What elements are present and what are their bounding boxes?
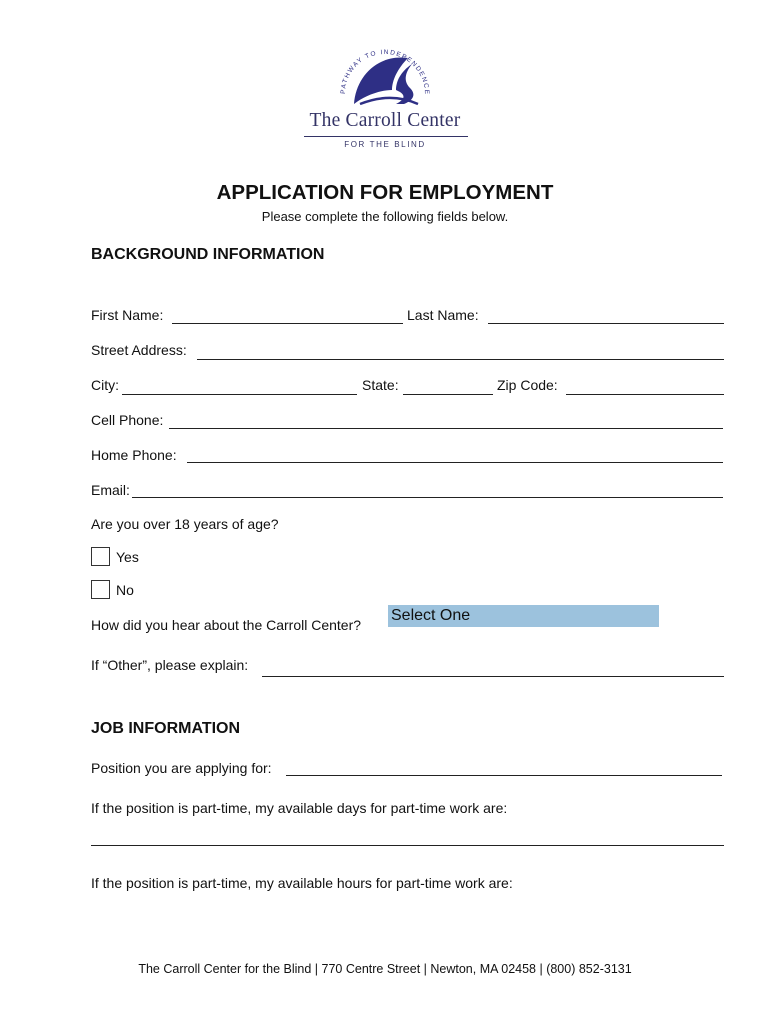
age-question: Are you over 18 years of age? xyxy=(91,516,279,532)
footer-contact: The Carroll Center for the Blind | 770 Centre Street | Newton, MA 02458 | (800) 852-3131 xyxy=(138,962,632,976)
street-address-label: Street Address: xyxy=(91,342,187,358)
first-name-label: First Name: xyxy=(91,307,164,323)
background-heading: BACKGROUND INFORMATION xyxy=(91,246,325,263)
home-phone-field[interactable] xyxy=(187,462,723,463)
page-subtitle: Please complete the following fields below. xyxy=(261,209,509,224)
cell-phone-label: Cell Phone: xyxy=(91,412,164,428)
email-field[interactable] xyxy=(132,497,723,498)
zip-code-label: Zip Code: xyxy=(497,377,558,393)
last-name-field[interactable] xyxy=(488,323,724,324)
logo-name: The Carroll Center xyxy=(309,110,461,131)
logo-emblem-icon xyxy=(300,46,470,110)
age-yes-label: Yes xyxy=(116,549,139,565)
page-title: APPLICATION FOR EMPLOYMENT xyxy=(216,181,554,204)
referral-source-select[interactable]: Select One xyxy=(388,605,659,627)
position-label: Position you are applying for: xyxy=(91,760,272,776)
logo-divider xyxy=(304,136,468,137)
job-heading: JOB INFORMATION xyxy=(91,720,241,737)
other-explain-label: If “Other”, please explain: xyxy=(91,657,249,673)
position-field[interactable] xyxy=(286,775,722,776)
referral-question: How did you hear about the Carroll Center? xyxy=(91,617,362,633)
carroll-center-logo xyxy=(300,46,470,156)
age-no-label: No xyxy=(116,582,134,598)
last-name-label: Last Name: xyxy=(407,307,479,323)
part-time-hours-label: If the position is part-time, my available hours for part-time work are: xyxy=(91,875,513,891)
home-phone-label: Home Phone: xyxy=(91,447,177,463)
logo-tagline: FOR THE BLIND xyxy=(344,140,426,149)
age-no-checkbox[interactable] xyxy=(91,580,110,599)
street-address-field[interactable] xyxy=(197,359,724,360)
other-explain-field[interactable] xyxy=(262,676,724,677)
state-label: State: xyxy=(362,377,399,393)
svg-text:PATHWAY TO INDEPENDENCE: PATHWAY TO INDEPENDENCE xyxy=(339,48,431,96)
state-field[interactable] xyxy=(403,394,493,395)
part-time-days-label: If the position is part-time, my available days for part-time work are: xyxy=(91,800,508,816)
city-label: City: xyxy=(91,377,119,393)
zip-code-field[interactable] xyxy=(566,394,724,395)
part-time-days-field[interactable] xyxy=(91,845,724,846)
cell-phone-field[interactable] xyxy=(169,428,723,429)
first-name-field[interactable] xyxy=(172,323,403,324)
email-label: Email: xyxy=(91,482,130,498)
age-yes-checkbox[interactable] xyxy=(91,547,110,566)
city-field[interactable] xyxy=(122,394,357,395)
